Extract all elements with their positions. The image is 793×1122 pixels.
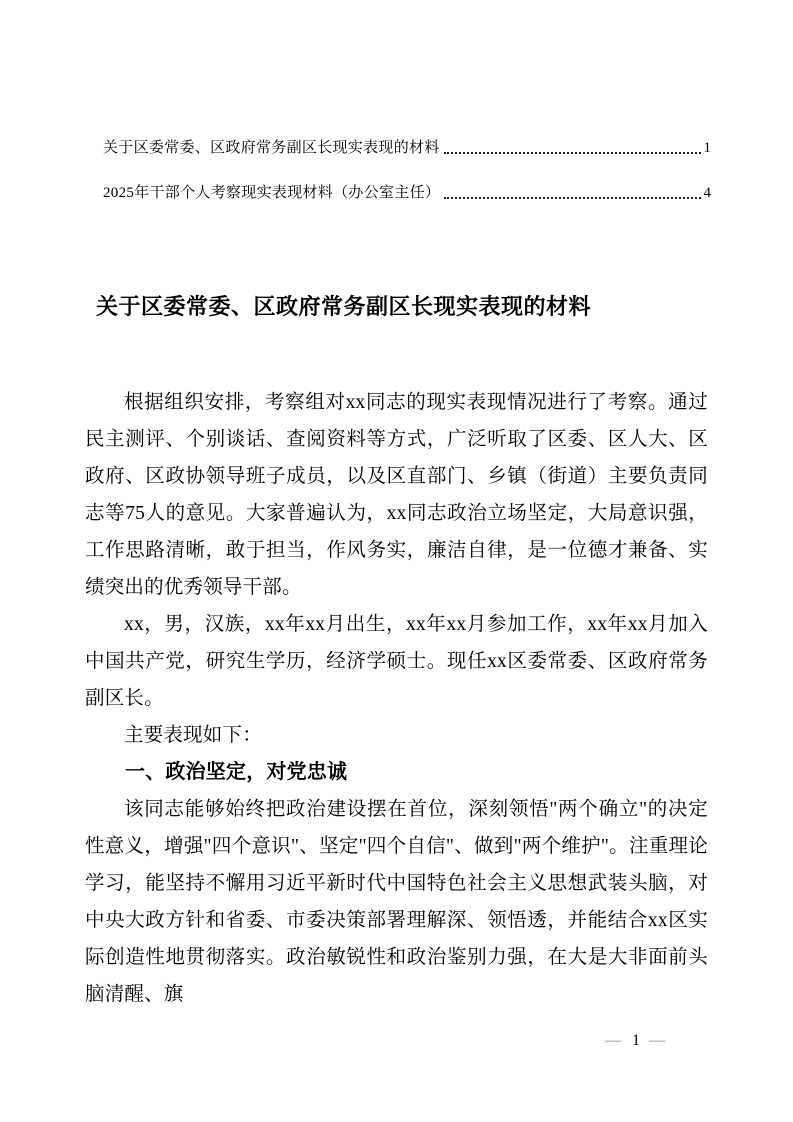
- document-body: [85, 384, 708, 1013]
- paragraph-political-performance: 该同志能够始终把政治建设摆在首位，深刻领悟"两个确立"的决定性意义，增强"四个意识"、坚定"四个自信"、做到"两个维护"。注重理论学习，能坚持不懈用习近平新时代中国特色社会主义思想武装头脑，对中央大政方针和省委、市委决策部署理解深、领悟透，并能结合xx区实际创造性地贯彻落实。政治敏锐性和政治鉴别力强，在大是大非面前头脑清醒、旗: [85, 799, 708, 1005]
- toc-dot-leader: [444, 197, 700, 199]
- toc-entry-title: 2025年干部个人考察现实表现材料（办公室主任）: [103, 185, 441, 201]
- toc-dot-leader: [444, 152, 701, 154]
- document-title: 关于区委常委、区政府常务副区长现实表现的材料: [96, 294, 592, 319]
- section-heading-political-loyalty: 一、政治坚定，对党忠诚: [125, 761, 348, 783]
- toc-entry-page-number: 4: [703, 185, 711, 201]
- paragraph-biography: xx，男，汉族，xx年xx月出生，xx年xx月参加工作，xx年xx月加入中国共产党，研究生学历，经济学硕士。现任xx区委常委、区政府常务副区长。: [85, 614, 708, 709]
- footer-dash-right: —: [649, 1032, 667, 1049]
- toc-entry[interactable]: [103, 138, 711, 158]
- toc-entry[interactable]: [103, 183, 711, 203]
- toc-entry-page-number: 1: [703, 140, 711, 156]
- table-of-contents: [103, 138, 711, 203]
- footer-page-number: 1: [632, 1032, 640, 1049]
- page-number-footer: [605, 1031, 667, 1051]
- paragraph-overview: 根据组织安排，考察组对xx同志的现实表现情况进行了考察。通过民主测评、个别谈话、查阅资料等方式，广泛听取了区委、区人大、区政府、区政协领导班子成员，以及区直部门、乡镇（街道）主要负责同志等75人的意见。大家普遍认为，xx同志政治立场坚定，大局意识强，工作思路清晰，敢于担当，作风务实，廉洁自律，是一位德才兼备、实绩突出的优秀领导干部。: [85, 392, 708, 598]
- paragraph-lead-in: 主要表现如下：: [124, 725, 262, 746]
- footer-dash-left: —: [605, 1032, 623, 1049]
- toc-entry-title: 关于区委常委、区政府常务副区长现实表现的材料: [103, 140, 440, 156]
